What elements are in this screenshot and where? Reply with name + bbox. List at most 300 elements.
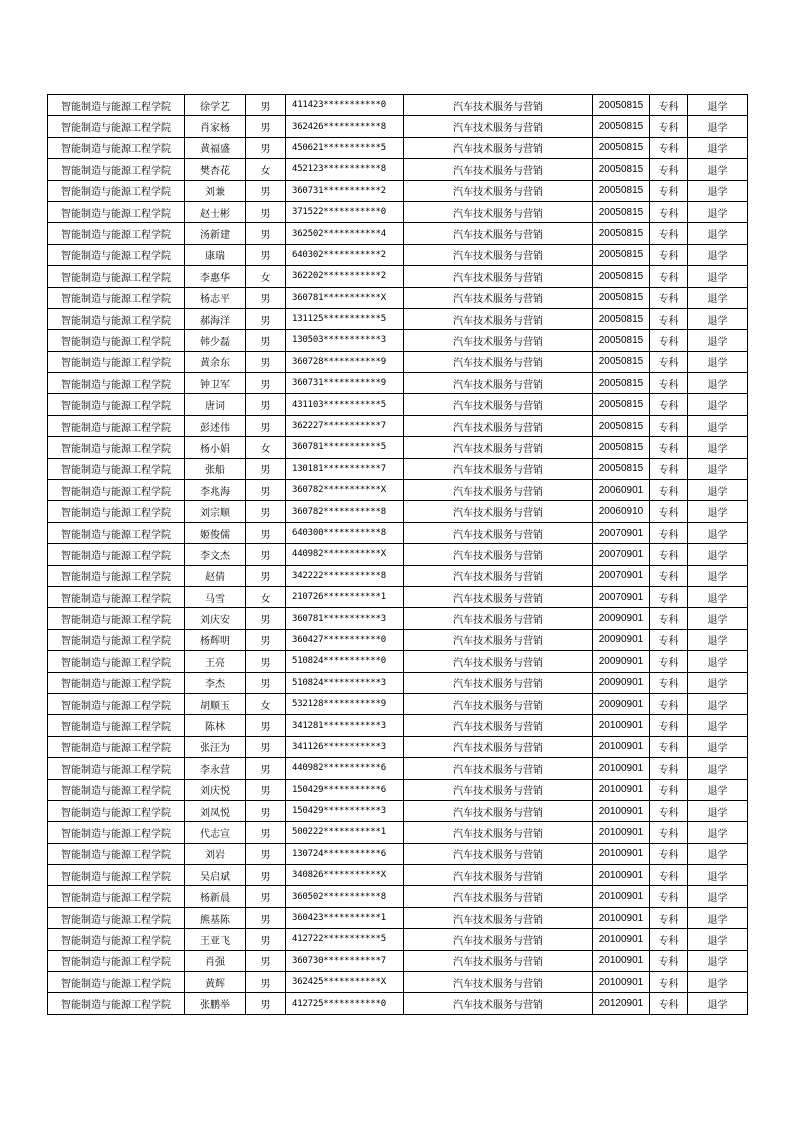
date-cell: 20050815 <box>593 180 650 201</box>
id-number-cell: 360781***********5 <box>286 437 404 458</box>
gender-cell: 男 <box>246 522 286 543</box>
student-withdrawal-table <box>47 94 748 1015</box>
table-row <box>48 415 748 436</box>
date-cell: 20070901 <box>593 522 650 543</box>
major-cell: 汽车技术服务与营销 <box>404 758 593 779</box>
name-cell: 韩少磊 <box>185 330 246 351</box>
college-cell: 智能制造与能源工程学院 <box>48 116 185 137</box>
college-cell: 智能制造与能源工程学院 <box>48 159 185 180</box>
name-cell: 熊基陈 <box>185 907 246 928</box>
major-cell: 汽车技术服务与营销 <box>404 458 593 479</box>
major-cell: 汽车技术服务与营销 <box>404 779 593 800</box>
college-cell: 智能制造与能源工程学院 <box>48 629 185 650</box>
date-cell: 20100901 <box>593 972 650 993</box>
table-row <box>48 779 748 800</box>
name-cell: 张汪为 <box>185 736 246 757</box>
level-cell: 专科 <box>650 929 688 950</box>
college-cell: 智能制造与能源工程学院 <box>48 993 185 1014</box>
gender-cell: 女 <box>246 159 286 180</box>
level-cell: 专科 <box>650 501 688 522</box>
table-row <box>48 800 748 821</box>
date-cell: 20100901 <box>593 907 650 928</box>
major-cell: 汽车技术服务与营销 <box>404 822 593 843</box>
major-cell: 汽车技术服务与营销 <box>404 544 593 565</box>
id-number-cell: 360731***********2 <box>286 180 404 201</box>
level-cell: 专科 <box>650 736 688 757</box>
id-number-cell: 500222***********1 <box>286 822 404 843</box>
date-cell: 20050815 <box>593 116 650 137</box>
id-number-cell: 360781***********3 <box>286 608 404 629</box>
major-cell: 汽车技术服务与营销 <box>404 629 593 650</box>
college-cell: 智能制造与能源工程学院 <box>48 608 185 629</box>
major-cell: 汽车技术服务与营销 <box>404 137 593 158</box>
college-cell: 智能制造与能源工程学院 <box>48 308 185 329</box>
college-cell: 智能制造与能源工程学院 <box>48 929 185 950</box>
status-cell: 退学 <box>688 715 748 736</box>
date-cell: 20090901 <box>593 608 650 629</box>
college-cell: 智能制造与能源工程学院 <box>48 480 185 501</box>
name-cell: 黄福盛 <box>185 137 246 158</box>
major-cell: 汽车技术服务与营销 <box>404 693 593 714</box>
table-row <box>48 180 748 201</box>
college-cell: 智能制造与能源工程学院 <box>48 907 185 928</box>
college-cell: 智能制造与能源工程学院 <box>48 758 185 779</box>
status-cell: 退学 <box>688 415 748 436</box>
status-cell: 退学 <box>688 672 748 693</box>
date-cell: 20050815 <box>593 287 650 308</box>
gender-cell: 男 <box>246 972 286 993</box>
status-cell: 退学 <box>688 779 748 800</box>
college-cell: 智能制造与能源工程学院 <box>48 651 185 672</box>
gender-cell: 男 <box>246 137 286 158</box>
status-cell: 退学 <box>688 522 748 543</box>
date-cell: 20050815 <box>593 415 650 436</box>
name-cell: 汤新建 <box>185 223 246 244</box>
name-cell: 陈林 <box>185 715 246 736</box>
id-number-cell: 210726***********1 <box>286 586 404 607</box>
id-number-cell: 532128***********9 <box>286 693 404 714</box>
status-cell: 退学 <box>688 993 748 1014</box>
table-row <box>48 565 748 586</box>
table-row <box>48 886 748 907</box>
college-cell: 智能制造与能源工程学院 <box>48 779 185 800</box>
id-number-cell: 450621***********5 <box>286 137 404 158</box>
status-cell: 退学 <box>688 843 748 864</box>
table-row <box>48 330 748 351</box>
status-cell: 退学 <box>688 373 748 394</box>
name-cell: 王亮 <box>185 651 246 672</box>
date-cell: 20050815 <box>593 159 650 180</box>
college-cell: 智能制造与能源工程学院 <box>48 415 185 436</box>
date-cell: 20090901 <box>593 693 650 714</box>
gender-cell: 男 <box>246 629 286 650</box>
name-cell: 李惠华 <box>185 266 246 287</box>
date-cell: 20050815 <box>593 137 650 158</box>
gender-cell: 女 <box>246 586 286 607</box>
id-number-cell: 440982***********X <box>286 544 404 565</box>
college-cell: 智能制造与能源工程学院 <box>48 95 185 116</box>
level-cell: 专科 <box>650 394 688 415</box>
name-cell: 刘庆安 <box>185 608 246 629</box>
major-cell: 汽车技术服务与营销 <box>404 266 593 287</box>
date-cell: 20050815 <box>593 394 650 415</box>
status-cell: 退学 <box>688 116 748 137</box>
major-cell: 汽车技术服务与营销 <box>404 800 593 821</box>
college-cell: 智能制造与能源工程学院 <box>48 394 185 415</box>
major-cell: 汽车技术服务与营销 <box>404 373 593 394</box>
name-cell: 钟卫军 <box>185 373 246 394</box>
id-number-cell: 640302***********2 <box>286 244 404 265</box>
status-cell: 退学 <box>688 907 748 928</box>
major-cell: 汽车技术服务与营销 <box>404 586 593 607</box>
name-cell: 杨辉明 <box>185 629 246 650</box>
name-cell: 刘庆悦 <box>185 779 246 800</box>
major-cell: 汽车技术服务与营销 <box>404 330 593 351</box>
id-number-cell: 360502***********8 <box>286 886 404 907</box>
id-number-cell: 360782***********X <box>286 480 404 501</box>
name-cell: 吴启斌 <box>185 865 246 886</box>
table-row <box>48 865 748 886</box>
table-row <box>48 351 748 372</box>
status-cell: 退学 <box>688 651 748 672</box>
name-cell: 张船 <box>185 458 246 479</box>
id-number-cell: 362426***********8 <box>286 116 404 137</box>
gender-cell: 男 <box>246 715 286 736</box>
id-number-cell: 362227***********7 <box>286 415 404 436</box>
id-number-cell: 452123***********8 <box>286 159 404 180</box>
date-cell: 20100901 <box>593 758 650 779</box>
status-cell: 退学 <box>688 480 748 501</box>
level-cell: 专科 <box>650 458 688 479</box>
date-cell: 20050815 <box>593 351 650 372</box>
major-cell: 汽车技术服务与营销 <box>404 308 593 329</box>
level-cell: 专科 <box>650 223 688 244</box>
college-cell: 智能制造与能源工程学院 <box>48 330 185 351</box>
name-cell: 代志宣 <box>185 822 246 843</box>
name-cell: 刘兼 <box>185 180 246 201</box>
college-cell: 智能制造与能源工程学院 <box>48 886 185 907</box>
level-cell: 专科 <box>650 544 688 565</box>
status-cell: 退学 <box>688 586 748 607</box>
name-cell: 杨新晨 <box>185 886 246 907</box>
date-cell: 20090901 <box>593 672 650 693</box>
name-cell: 康瑞 <box>185 244 246 265</box>
gender-cell: 男 <box>246 308 286 329</box>
level-cell: 专科 <box>650 159 688 180</box>
college-cell: 智能制造与能源工程学院 <box>48 822 185 843</box>
id-number-cell: 131125***********5 <box>286 308 404 329</box>
id-number-cell: 360781***********X <box>286 287 404 308</box>
level-cell: 专科 <box>650 330 688 351</box>
college-cell: 智能制造与能源工程学院 <box>48 950 185 971</box>
name-cell: 胡顺玉 <box>185 693 246 714</box>
major-cell: 汽车技术服务与营销 <box>404 608 593 629</box>
gender-cell: 男 <box>246 865 286 886</box>
college-cell: 智能制造与能源工程学院 <box>48 522 185 543</box>
table-row <box>48 501 748 522</box>
level-cell: 专科 <box>650 651 688 672</box>
date-cell: 20050815 <box>593 201 650 222</box>
status-cell: 退学 <box>688 929 748 950</box>
college-cell: 智能制造与能源工程学院 <box>48 287 185 308</box>
major-cell: 汽车技术服务与营销 <box>404 522 593 543</box>
level-cell: 专科 <box>650 201 688 222</box>
table-row <box>48 993 748 1014</box>
date-cell: 20100901 <box>593 865 650 886</box>
gender-cell: 女 <box>246 693 286 714</box>
name-cell: 肖家杨 <box>185 116 246 137</box>
gender-cell: 男 <box>246 736 286 757</box>
id-number-cell: 130181***********7 <box>286 458 404 479</box>
table-row <box>48 972 748 993</box>
date-cell: 20120901 <box>593 993 650 1014</box>
name-cell: 徐学艺 <box>185 95 246 116</box>
name-cell: 郝海洋 <box>185 308 246 329</box>
table-row <box>48 950 748 971</box>
level-cell: 专科 <box>650 950 688 971</box>
gender-cell: 男 <box>246 651 286 672</box>
date-cell: 20050815 <box>593 437 650 458</box>
level-cell: 专科 <box>650 886 688 907</box>
status-cell: 退学 <box>688 800 748 821</box>
gender-cell: 男 <box>246 565 286 586</box>
date-cell: 20050815 <box>593 266 650 287</box>
status-cell: 退学 <box>688 886 748 907</box>
gender-cell: 男 <box>246 201 286 222</box>
name-cell: 肖强 <box>185 950 246 971</box>
date-cell: 20100901 <box>593 736 650 757</box>
id-number-cell: 371522***********0 <box>286 201 404 222</box>
table-row <box>48 929 748 950</box>
date-cell: 20050815 <box>593 95 650 116</box>
college-cell: 智能制造与能源工程学院 <box>48 972 185 993</box>
table-row <box>48 736 748 757</box>
status-cell: 退学 <box>688 244 748 265</box>
table-row <box>48 629 748 650</box>
gender-cell: 男 <box>246 223 286 244</box>
status-cell: 退学 <box>688 501 748 522</box>
id-number-cell: 360730***********7 <box>286 950 404 971</box>
table-row <box>48 843 748 864</box>
date-cell: 20090901 <box>593 651 650 672</box>
status-cell: 退学 <box>688 180 748 201</box>
name-cell: 樊杏花 <box>185 159 246 180</box>
table-row <box>48 159 748 180</box>
major-cell: 汽车技术服务与营销 <box>404 651 593 672</box>
major-cell: 汽车技术服务与营销 <box>404 180 593 201</box>
college-cell: 智能制造与能源工程学院 <box>48 223 185 244</box>
table-row <box>48 480 748 501</box>
status-cell: 退学 <box>688 223 748 244</box>
table-row <box>48 437 748 458</box>
major-cell: 汽车技术服务与营销 <box>404 565 593 586</box>
gender-cell: 男 <box>246 373 286 394</box>
date-cell: 20100901 <box>593 800 650 821</box>
gender-cell: 男 <box>246 907 286 928</box>
name-cell: 杨志平 <box>185 287 246 308</box>
id-number-cell: 360423***********1 <box>286 907 404 928</box>
level-cell: 专科 <box>650 266 688 287</box>
status-cell: 退学 <box>688 608 748 629</box>
college-cell: 智能制造与能源工程学院 <box>48 501 185 522</box>
major-cell: 汽车技术服务与营销 <box>404 993 593 1014</box>
level-cell: 专科 <box>650 415 688 436</box>
gender-cell: 男 <box>246 480 286 501</box>
table-row <box>48 458 748 479</box>
level-cell: 专科 <box>650 715 688 736</box>
gender-cell: 男 <box>246 330 286 351</box>
name-cell: 唐词 <box>185 394 246 415</box>
level-cell: 专科 <box>650 865 688 886</box>
name-cell: 彭述伟 <box>185 415 246 436</box>
table-row <box>48 715 748 736</box>
id-number-cell: 411423***********0 <box>286 95 404 116</box>
name-cell: 李永营 <box>185 758 246 779</box>
status-cell: 退学 <box>688 394 748 415</box>
id-number-cell: 150429***********3 <box>286 800 404 821</box>
college-cell: 智能制造与能源工程学院 <box>48 180 185 201</box>
college-cell: 智能制造与能源工程学院 <box>48 544 185 565</box>
gender-cell: 男 <box>246 116 286 137</box>
gender-cell: 男 <box>246 458 286 479</box>
name-cell: 姬俊儒 <box>185 522 246 543</box>
gender-cell: 男 <box>246 415 286 436</box>
table-row <box>48 266 748 287</box>
gender-cell: 男 <box>246 95 286 116</box>
name-cell: 刘岩 <box>185 843 246 864</box>
gender-cell: 男 <box>246 544 286 565</box>
level-cell: 专科 <box>650 180 688 201</box>
major-cell: 汽车技术服务与营销 <box>404 223 593 244</box>
id-number-cell: 362425***********X <box>286 972 404 993</box>
major-cell: 汽车技术服务与营销 <box>404 394 593 415</box>
id-number-cell: 360782***********8 <box>286 501 404 522</box>
status-cell: 退学 <box>688 137 748 158</box>
gender-cell: 男 <box>246 287 286 308</box>
college-cell: 智能制造与能源工程学院 <box>48 244 185 265</box>
id-number-cell: 412722***********5 <box>286 929 404 950</box>
level-cell: 专科 <box>650 480 688 501</box>
status-cell: 退学 <box>688 865 748 886</box>
status-cell: 退学 <box>688 950 748 971</box>
gender-cell: 男 <box>246 843 286 864</box>
id-number-cell: 130503***********3 <box>286 330 404 351</box>
level-cell: 专科 <box>650 287 688 308</box>
status-cell: 退学 <box>688 437 748 458</box>
level-cell: 专科 <box>650 822 688 843</box>
major-cell: 汽车技术服务与营销 <box>404 865 593 886</box>
level-cell: 专科 <box>650 351 688 372</box>
name-cell: 李杰 <box>185 672 246 693</box>
id-number-cell: 640300***********8 <box>286 522 404 543</box>
status-cell: 退学 <box>688 458 748 479</box>
table-row <box>48 586 748 607</box>
date-cell: 20070901 <box>593 544 650 565</box>
major-cell: 汽车技术服务与营销 <box>404 843 593 864</box>
level-cell: 专科 <box>650 137 688 158</box>
college-cell: 智能制造与能源工程学院 <box>48 693 185 714</box>
status-cell: 退学 <box>688 565 748 586</box>
date-cell: 20090901 <box>593 629 650 650</box>
level-cell: 专科 <box>650 522 688 543</box>
table-row <box>48 116 748 137</box>
id-number-cell: 510824***********0 <box>286 651 404 672</box>
date-cell: 20100901 <box>593 929 650 950</box>
major-cell: 汽车技术服务与营销 <box>404 886 593 907</box>
status-cell: 退学 <box>688 972 748 993</box>
date-cell: 20050815 <box>593 308 650 329</box>
name-cell: 李文杰 <box>185 544 246 565</box>
table-row <box>48 223 748 244</box>
status-cell: 退学 <box>688 629 748 650</box>
table-row <box>48 544 748 565</box>
name-cell: 黄余东 <box>185 351 246 372</box>
level-cell: 专科 <box>650 758 688 779</box>
name-cell: 杨小娟 <box>185 437 246 458</box>
major-cell: 汽车技术服务与营销 <box>404 244 593 265</box>
level-cell: 专科 <box>650 800 688 821</box>
table-row <box>48 287 748 308</box>
gender-cell: 男 <box>246 501 286 522</box>
status-cell: 退学 <box>688 822 748 843</box>
college-cell: 智能制造与能源工程学院 <box>48 672 185 693</box>
college-cell: 智能制造与能源工程学院 <box>48 800 185 821</box>
id-number-cell: 340826***********X <box>286 865 404 886</box>
name-cell: 李兆海 <box>185 480 246 501</box>
date-cell: 20100901 <box>593 886 650 907</box>
date-cell: 20070901 <box>593 565 650 586</box>
status-cell: 退学 <box>688 266 748 287</box>
gender-cell: 男 <box>246 672 286 693</box>
major-cell: 汽车技术服务与营销 <box>404 95 593 116</box>
date-cell: 20050815 <box>593 330 650 351</box>
table-row <box>48 394 748 415</box>
gender-cell: 男 <box>246 608 286 629</box>
level-cell: 专科 <box>650 843 688 864</box>
date-cell: 20100901 <box>593 822 650 843</box>
level-cell: 专科 <box>650 693 688 714</box>
gender-cell: 男 <box>246 351 286 372</box>
major-cell: 汽车技术服务与营销 <box>404 116 593 137</box>
status-cell: 退学 <box>688 758 748 779</box>
name-cell: 刘凤悦 <box>185 800 246 821</box>
name-cell: 黄辉 <box>185 972 246 993</box>
college-cell: 智能制造与能源工程学院 <box>48 865 185 886</box>
level-cell: 专科 <box>650 308 688 329</box>
table-row <box>48 522 748 543</box>
date-cell: 20060901 <box>593 480 650 501</box>
table-body <box>48 95 748 1015</box>
table-row <box>48 907 748 928</box>
level-cell: 专科 <box>650 608 688 629</box>
major-cell: 汽车技术服务与营销 <box>404 159 593 180</box>
status-cell: 退学 <box>688 693 748 714</box>
college-cell: 智能制造与能源工程学院 <box>48 843 185 864</box>
major-cell: 汽车技术服务与营销 <box>404 287 593 308</box>
level-cell: 专科 <box>650 373 688 394</box>
status-cell: 退学 <box>688 351 748 372</box>
status-cell: 退学 <box>688 95 748 116</box>
table-row <box>48 95 748 116</box>
id-number-cell: 130724***********6 <box>286 843 404 864</box>
gender-cell: 男 <box>246 993 286 1014</box>
college-cell: 智能制造与能源工程学院 <box>48 266 185 287</box>
id-number-cell: 360731***********9 <box>286 373 404 394</box>
table-row <box>48 651 748 672</box>
major-cell: 汽车技术服务与营销 <box>404 736 593 757</box>
major-cell: 汽车技术服务与营销 <box>404 201 593 222</box>
college-cell: 智能制造与能源工程学院 <box>48 201 185 222</box>
